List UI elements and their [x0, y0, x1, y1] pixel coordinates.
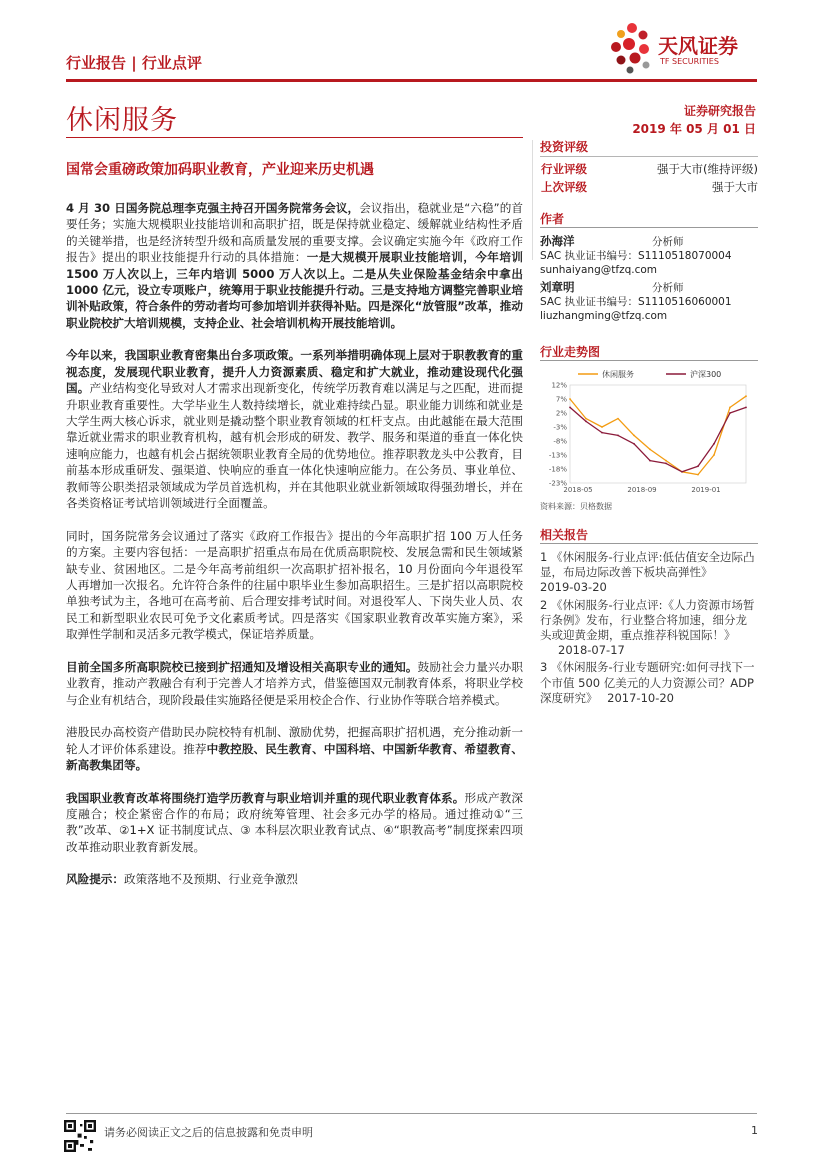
series-point: [617, 435, 619, 437]
series-point: [633, 443, 635, 445]
related-item[interactable]: [540, 598, 758, 659]
paragraph-6: [66, 790, 523, 856]
series-point: [585, 421, 587, 423]
series-point: [713, 443, 715, 445]
y-tick-label: -23%: [548, 479, 567, 488]
rating-row: [540, 178, 758, 196]
trend-chart: [540, 367, 758, 497]
rating-value: 强于大市: [712, 180, 758, 194]
related-item-text: 2 《休闲服务-行业点评:《人力资源市场暂行条例》发布，行业整合将加速，细分龙头或迎黄金期，重点推荐科锐国际！》: [540, 597, 755, 643]
rating-value: 强于大市(维持评级): [657, 162, 758, 176]
page-number: 1: [751, 1124, 758, 1137]
y-tick-label: -8%: [553, 437, 567, 446]
risk-label: 风险提示：: [66, 872, 124, 887]
paragraph-3: [66, 528, 523, 643]
related-item[interactable]: [540, 660, 758, 706]
series-point: [601, 426, 603, 428]
breadcrumb: 行业报告 | 行业点评: [66, 54, 202, 72]
header-divider: [66, 79, 757, 82]
related-item-date: 2018-07-17: [558, 643, 625, 658]
headline: 国常会重磅政策加码职业教育，产业迎来历史机遇: [66, 162, 374, 178]
related-item[interactable]: [540, 550, 758, 596]
series-point: [649, 449, 651, 451]
rating-divider: [540, 156, 758, 157]
series-point: [585, 418, 587, 420]
analyst-role: 分析师: [652, 236, 684, 248]
p2-text: 产业结构变化导致对人才需求出现新变化，传统学历教育难以满足与之匹配，进而提升职业教育重要性。大学毕业生人数持续增长，就业难持续凸显。职业能力训练和就业是大学生两大核心诉求，就业则是撬动整个职业教育领域的杠杆支点。由此越能在最大范围靠近就业需求的职业教育机构，越有机会形成的研发、教学、服务和渠道的垂直一体化快速响应能力，也越有机会占据统领职业教育全局的优势地位。推荐职教龙头中公教育，目前基本形成重研发、强渠道、快响应的垂直一体化快速响应能力。在公务员、事业单位、教师等公职类招录领域成为学员首选机构，并在其他职业就业新领域取得强劲增长，并在各类资格证考试培训领域进行全面覆盖。: [66, 381, 523, 511]
p6-text: 形成产教深度融合；校企紧密合作的布局；政府统筹管理、社会多元办学的格局。通过推动①“三教”改革、②1+X 证书制度试点、③ 本科层次职业教育试点、④“职教高考”制度探索四项改革推动职业教育新发展。: [66, 790, 523, 854]
x-tick-label: 2018-09: [627, 486, 657, 494]
rating-label: 行业评级: [541, 162, 587, 176]
related-item-date: 2017-10-20: [607, 690, 674, 705]
series-point: [665, 463, 667, 465]
legend-label: 沪深300: [690, 370, 722, 379]
y-tick-label: 2%: [555, 409, 567, 418]
related-heading: 相关报告: [540, 526, 758, 544]
paragraph-4: [66, 659, 523, 708]
report-date: 2019 年 05 月 01 日: [632, 122, 756, 136]
rating-heading: 投资评级: [540, 140, 589, 154]
main-body: [66, 200, 523, 904]
series-point: [745, 407, 747, 409]
company-logo: [606, 22, 756, 74]
y-tick-label: -3%: [553, 423, 567, 432]
x-tick-label: 2019-01: [691, 486, 721, 494]
series-point: [697, 465, 699, 467]
p5-text: 港股民办高校资产借助民办院校特有机制、激励优势，把握高职扩招机遇，充分推动新一轮人才评价体系建设。推荐: [66, 725, 523, 756]
analyst-card: [540, 234, 758, 277]
column-separator: [532, 140, 533, 260]
series-point: [745, 395, 747, 397]
series-point: [569, 398, 571, 400]
series-point: [713, 454, 715, 456]
series-point: [633, 435, 635, 437]
y-tick-label: 7%: [555, 395, 567, 404]
logo-mark-icon: [606, 22, 656, 74]
related-item-text: 3 《休闲服务-行业专题研究:如何寻找下一个市值 500 亿美元的人力资源公司？ADP 深度研究》: [540, 660, 755, 705]
risk-note: [66, 871, 523, 887]
qr-code-icon: [64, 1120, 96, 1152]
rating-label: 上次评级: [541, 180, 587, 194]
analyst-cert: SAC 执业证书编号：S1110518070004: [540, 250, 732, 262]
series-point: [665, 460, 667, 462]
analyst-name: 孙海洋: [540, 234, 575, 248]
p4-text: 鼓励社会力量兴办职业教育，推动产教融合有利于完善人才培养方式，借鉴德国双元制教育体系，将职业学校与企业有机结合，现阶段最佳实施路径便是采用校企合作、行业协作等联合培养模式。: [66, 659, 523, 707]
y-tick-label: 12%: [551, 381, 567, 390]
series-point: [617, 418, 619, 420]
analyst-card: [540, 280, 758, 323]
series-line: [570, 396, 746, 474]
paragraph-1: [66, 200, 523, 331]
x-tick-label: 2018-05: [563, 486, 593, 494]
sidebar: [540, 138, 758, 706]
series-point: [697, 474, 699, 476]
p1-lead: 4 月 30 日国务院总理李克强主持召开国务院常务会议，: [66, 201, 360, 215]
related-item-text: 1 《休闲服务-行业点评:低估值安全边际凸显，布局边际改善下板块高弹性》: [540, 550, 755, 580]
y-tick-label: -13%: [548, 451, 567, 460]
analyst-name: 刘章明: [540, 280, 575, 294]
authors-heading: 作者: [540, 210, 758, 228]
footer-divider: [66, 1113, 757, 1114]
chart-source: 资料来源：贝格数据: [540, 502, 612, 511]
title-divider: [66, 137, 523, 138]
report-type: 证券研究报告: [683, 104, 756, 118]
rating-row: [540, 160, 758, 178]
series-point: [729, 407, 731, 409]
analyst-email[interactable]: sunhaiyang@tfzq.com: [540, 264, 658, 276]
related-item-date: 2019-03-20: [540, 580, 607, 595]
series-point: [569, 407, 571, 409]
y-tick-label: -18%: [548, 465, 567, 474]
related-list: [540, 550, 758, 706]
series-point: [681, 471, 683, 473]
analyst-cert: SAC 执业证书编号：S1110516060001: [540, 296, 732, 308]
paragraph-5: [66, 724, 523, 773]
series-point: [649, 460, 651, 462]
p2-lead: 今年以来，我国职业教育密集出台多项政策。一系列举措明确体现上层对于职教教育的重视态度，发展现代职业教育，提升人力资源素质、稳定和扩大就业，推动建设现代化强国。: [66, 348, 523, 396]
trend-heading: 行业走势图: [540, 343, 758, 361]
series-point: [601, 432, 603, 434]
paragraph-2: [66, 347, 523, 511]
footer-notice: 请务必阅读正文之后的信息披露和免责申明: [104, 1126, 313, 1139]
series-point: [729, 412, 731, 414]
page-title: 休闲服务: [66, 105, 178, 136]
p6-lead: 我国职业教育改革将围绕打造学历教育与职业培训并重的现代职业教育体系。: [66, 790, 465, 805]
legend-label: 休闲服务: [602, 370, 634, 379]
p5-emphasis: 中教控股、民生教育、中国科培、中国新华教育、希望教育、新高教集团等。: [66, 741, 523, 772]
logo-name-en: TF SECURITIES: [660, 57, 719, 66]
analyst-email[interactable]: liuzhangming@tfzq.com: [540, 310, 668, 322]
p1-emphasis: 一是大规模开展职业技能培训，今年培训 1500 万人次以上，三年内培训 5000 万人次以上。二是从失业保险基金结余中拿出 1000 亿元，设立专项账户，统筹用于职业技能提升行动。三是支持地方调整完善职业培训补贴政策，符合条件的劳动者均可参加培训并获得补贴。四是深化“放管服”改革，推动职业院校扩大培训规模，支持企业、社会培训机构开展技能培训。: [66, 250, 523, 330]
risk-text: 政策落地不及预期、行业竞争激烈: [123, 872, 298, 887]
p1-text: 会议指出，稳就业是“六稳”的首要任务；实施大规模职业技能培训和高职扩招，既是保持就业稳定、缓解就业结构性矛盾的关键举措，也是经济转型升级和高质量发展的重要支撑。会议确定实施今年《政府工作报告》提出的职业技能提升行动的具体措施：: [66, 201, 524, 265]
analyst-role: 分析师: [652, 282, 684, 294]
p4-lead: 目前全国多所高职院校已接到扩招通知及增设相关高职专业的通知。: [66, 659, 418, 674]
logo-name-cn: 天风证券: [658, 34, 738, 58]
p3-text: 同时，国务院常务会议通过了落实《政府工作报告》提出的今年高职扩招 100 万人任务的方案。主要内容包括：一是高职扩招重点布局在优质高职院校、发展急需和民生领域紧缺专业、贫困地区。二是今年高考前组织一次高职扩招补报名，10 月份面向今年退役军人再增加一次报名。允许符合条件的往届中职毕业生参加高职招生。三是扩招以高职院校单独考试为主，各地可在高考前、后合理安排考试时间。对退役军人、下岗失业人员、农民工和新型职业农民可免予文化素质考试。四是落实《国家职业教育改革实施方案》，采取弹性学制和灵活多元教学模式，保证培养质量。: [66, 528, 523, 642]
